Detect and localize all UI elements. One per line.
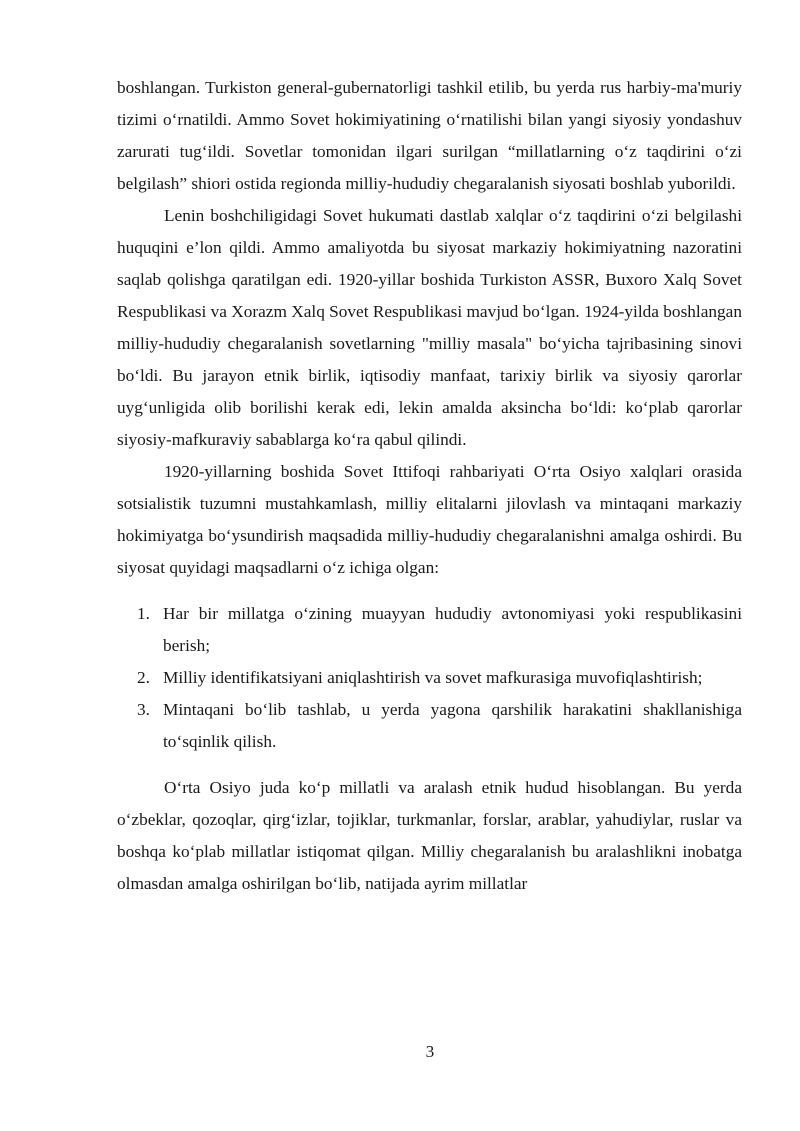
paragraph-1: boshlangan. Turkiston general-gubernatorligi tashkil etilib, bu yerda rus harbiy-ma'muriy tizimi oʻrnatildi. Ammo Sovet hokimiyatining oʻrnatilishi bilan yangi siyosiy yondashuv zarurati tugʻildi. Sovetlar tomonidan ilgari surilgan “millatlarning oʻz taqdirini oʻzi belgilash” shiori ostida regionda milliy-hududiy chegaralanish siyosati boshlab yuborildi.: [117, 78, 742, 193]
goals-list: [117, 598, 742, 758]
list-item-number: 1.: [137, 604, 150, 623]
list-item: [117, 662, 742, 694]
list-item: [117, 694, 742, 758]
list-item-text: Har bir millatga oʻzining muayyan hududiy avtonomiyasi yoki respublikasini berish;: [163, 604, 742, 655]
list-item-text: Milliy identifikatsiyani aniqlashtirish va sovet mafkurasiga muvofiqlashtirish;: [163, 668, 703, 687]
list-item-text: Mintaqani boʻlib tashlab, u yerda yagona qarshilik harakatini shakllanishiga toʻsqinlik qilish.: [163, 700, 742, 751]
paragraph-2: Lenin boshchiligidagi Sovet hukumati dastlab xalqlar oʻz taqdirini oʻzi belgilashi huquqini e’lon qildi. Ammo amaliyotda bu siyosat markaziy hokimiyatning nazoratini saqlab qolishga qaratilgan edi. 1920-yillar boshida Turkiston ASSR, Buxoro Xalq Sovet Respublikasi va Xorazm Xalq Sovet Respublikasi mavjud boʻlgan. 1924-yilda boshlangan milliy-hududiy chegaralanish sovetlarning "milliy masala" boʻyicha tajribasining sinovi boʻldi. Bu jarayon etnik birlik, iqtisodiy manfaat, tarixiy birlik va siyosiy qarorlar uygʻunligida olib borilishi kerak edi, lekin amalda aksincha boʻldi: koʻplab qarorlar siyosiy-mafkuraviy sabablarga koʻra qabul qilindi.: [117, 206, 742, 449]
list-item: [117, 598, 742, 662]
page-number: 3: [425, 1042, 435, 1061]
list-item-number: 3.: [137, 700, 150, 719]
list-item-number: 2.: [137, 668, 150, 687]
paragraph-3: 1920-yillarning boshida Sovet Ittifoqi rahbariyati Oʻrta Osiyo xalqlari orasida sotsialistik tuzumni mustahkamlash, milliy elitalarni jilovlash va mintaqani markaziy hokimiyatga boʻysundirish maqsadida milliy-hududiy chegaralanishni amalga oshirdi. Bu siyosat quyidagi maqsadlarni oʻz ichiga olgan:: [117, 462, 742, 577]
document-page: [117, 72, 742, 900]
paragraph-4: Oʻrta Osiyo juda koʻp millatli va aralash etnik hudud hisoblangan. Bu yerda oʻzbeklar, qozoqlar, qirgʻizlar, tojiklar, turkmanlar, forslar, arablar, yahudiylar, ruslar va boshqa koʻplab millatlar istiqomat qilgan. Milliy chegaralanish bu aralashlikni inobatga olmasdan amalga oshirilgan boʻlib, natijada ayrim millatlar: [117, 778, 742, 893]
